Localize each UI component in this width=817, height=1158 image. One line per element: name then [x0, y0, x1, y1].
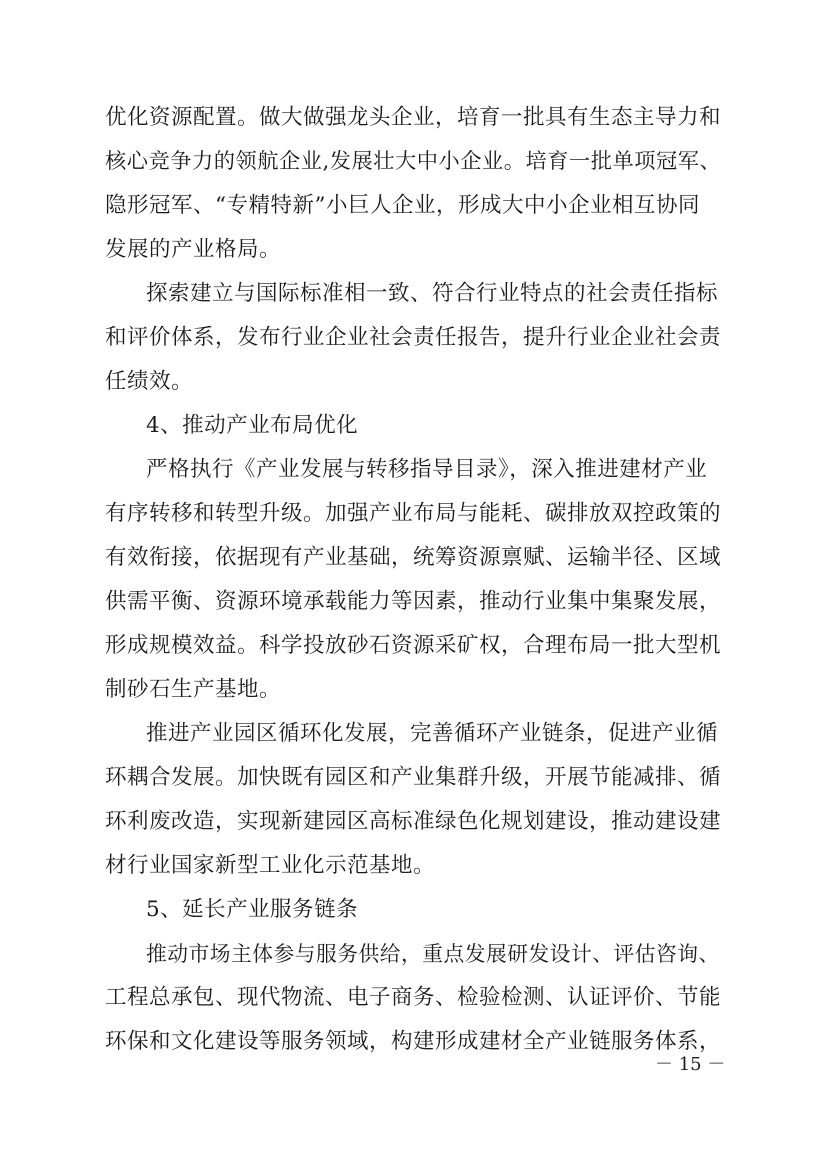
paragraph-line: 和评价体系，发布行业企业社会责任报告，提升行业企业社会责: [105, 325, 722, 350]
paragraph-line: 形成规模效益。科学投放砂石资源采矿权，合理布局一批大型机: [105, 633, 722, 658]
paragraph-line: 严格执行《产业发展与转移指导目录》，深入推进建材产业: [146, 457, 708, 482]
paragraph-line: 隐形冠军、“专精特新”小巨人企业，形成大中小企业相互协同: [105, 193, 700, 218]
paragraph-line: 有效衔接，依据现有产业基础，统筹资源禀赋、运输半径、区域: [105, 545, 722, 570]
paragraph-line: 材行业国家新型工业化示范基地。: [105, 853, 436, 878]
paragraph-line: 环保和文化建设等服务领域，构建形成建材全产业链服务体系，: [105, 1029, 722, 1054]
paragraph-line: 供需平衡、资源环境承载能力等因素，推动行业集中集聚发展，: [105, 589, 722, 614]
page-number: － 15 －: [655, 1054, 726, 1075]
paragraph-line: 环耦合发展。加快既有园区和产业集群升级，开展节能减排、循: [105, 765, 722, 790]
section-heading: 4、推动产业布局优化: [146, 413, 359, 438]
paragraph-line: 有序转移和转型升级。加强产业布局与能耗、碳排放双控政策的: [105, 501, 722, 526]
paragraph-line: 工程总承包、现代物流、电子商务、检验检测、认证评价、节能: [105, 985, 722, 1010]
paragraph-line: 探索建立与国际标准相一致、符合行业特点的社会责任指标: [146, 281, 719, 306]
section-heading: 5、延长产业服务链条: [146, 897, 359, 922]
paragraph-line: 推动市场主体参与服务供给，重点发展研发设计、评估咨询、: [146, 942, 720, 966]
paragraph-line: 优化资源配置。做大做强龙头企业，培育一批具有生态主导力和: [105, 105, 722, 130]
paragraph-line: 任绩效。: [105, 369, 194, 394]
paragraph-line: 环利废改造，实现新建园区高标准绿色化规划建设，推动建设建: [105, 809, 722, 834]
paragraph-line: 发展的产业格局。: [105, 237, 282, 262]
paragraph-line: 核心竞争力的领航企业,发展壮大中小企业。培育一批单项冠军、: [105, 149, 722, 174]
paragraph-line: 推进产业园区循环化发展，完善循环产业链条，促进产业循: [146, 721, 719, 746]
paragraph-line: 制砂石生产基地。: [105, 677, 282, 702]
